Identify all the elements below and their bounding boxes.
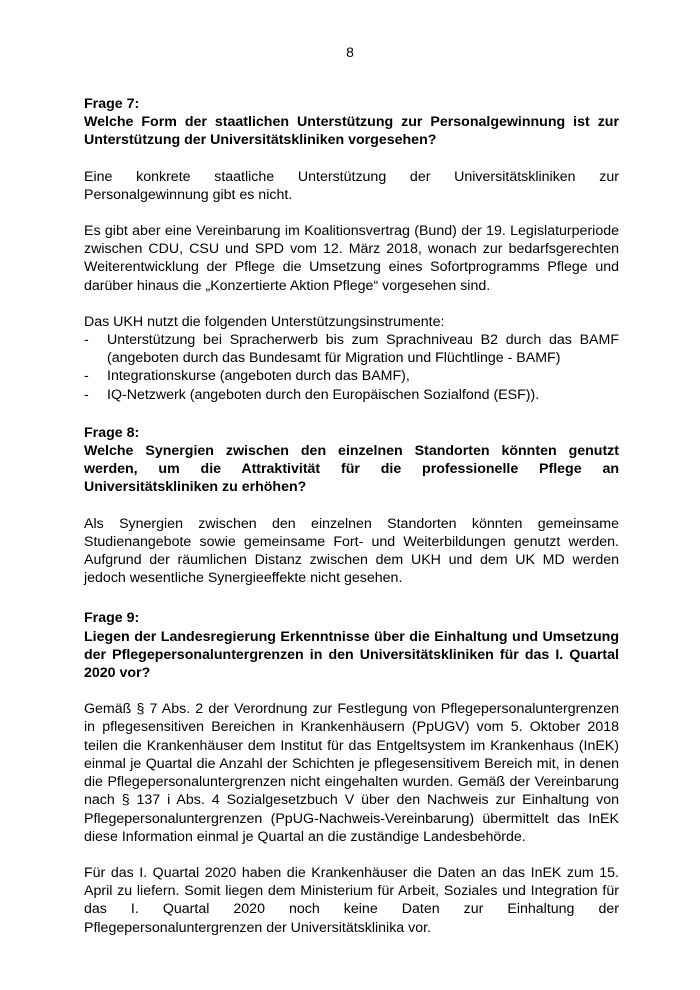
question-7-label: Frage 7: <box>84 96 140 112</box>
answer-7-paragraph-1: Eine konkrete staatliche Unterstützung der Universitätskliniken zur Personalgewinnung gibt es nicht. <box>84 168 619 203</box>
answer-8-paragraph-1: Als Synergien zwischen den einzelnen Standorten könnten gemeinsame Studienangebote sowie gemeinsame Fort- und Weiterbildungen genutzt werden. Aufgrund der räumlichen Distanz zwischen dem UKH und dem UK MD werden jedoch wesentliche Synergieeffekte nicht gesehen. <box>84 515 619 587</box>
question-8-text: Welche Synergien zwischen den einzelnen Standorten könnten genutzt werden, um die Attraktivität für die professionelle Pflege an Universitätskliniken zu erhöhen? <box>84 443 619 496</box>
question-7-text: Welche Form der staatlichen Unterstützung zur Personalgewinnung ist zur Unterstützung der Universitätskliniken vorgesehen? <box>84 114 619 149</box>
question-8-label: Frage 8: <box>84 424 140 441</box>
list-item: - Integrationskurse (angeboten durch das BAMF), <box>84 367 619 385</box>
answer-9-paragraph-1: Gemäß § 7 Abs. 2 der Verordnung zur Festlegung von Pflegepersonaluntergrenzen in pflegesensitiven Bereichen in Krankenhäusern (PpUGV) vom 5. Oktober 2018 teilen die Krankenhäuser dem Institut für das Entgeltsystem im Krankenhaus (InEK) einmal je Quartal die Anzahl der Schichten je pflegesensitivem Bereich mit, in denen die Pflegepersonaluntergrenzen nicht eingehalten wurden. Gemäß der Vereinbarung nach § 137 i Abs. 4 Sozialgesetzbuch V über den Nachweis zur Einhaltung von Pflegepersonaluntergrenzen (PpUG-Nachweis-Vereinbarung) übermittelt das InEK diese Information einmal je Quartal an die zuständige Landesbehörde. <box>84 701 619 845</box>
question-8-section <box>84 424 619 588</box>
answer-9-paragraph-2: Für das I. Quartal 2020 haben die Krankenhäuser die Daten an das InEK zum 15. April zu liefern. Somit liegen dem Ministerium für Arbeit, Soziales und Integration für das I. Quartal 2020 noch keine Daten zur Einhaltung der Pflegepersonaluntergrenzen der Universitätsklinika vor. <box>84 864 619 936</box>
list-item: - IQ-Netzwerk (angeboten durch den Europäischen Sozialfond (ESF)). <box>84 386 619 404</box>
document-body <box>84 95 619 937</box>
support-instruments-list <box>84 331 619 404</box>
question-7-section <box>84 95 619 404</box>
question-9-label: Frage 9: <box>84 610 140 627</box>
answer-7-paragraph-3: Das UKH nutzt die folgenden Unterstützungsinstrumente: <box>84 313 445 330</box>
page-number: 8 <box>346 44 354 60</box>
list-item: - Unterstützung bei Spracherwerb bis zum Sprachniveau B2 durch das BAMF (angeboten durch das Bundesamt für Migration und Flüchtlinge - BAMF) <box>84 331 619 367</box>
answer-7-paragraph-2: Es gibt aber eine Vereinbarung im Koalitionsvertrag (Bund) der 19. Legislaturperiode zwischen CDU, CSU und SPD vom 12. März 2018, wonach zur bedarfsgerechten Weiterentwicklung der Pflege die Umsetzung eines Sofortprogramms Pflege und darüber hinaus die „Konzertierte Aktion Pflege“ vorgesehen sind. <box>84 223 619 294</box>
question-9-section <box>84 609 619 936</box>
question-9-text: Liegen der Landesregierung Erkenntnisse über die Einhaltung und Umsetzung der Pflegepersonaluntergrenzen in den Universitätskliniken für das I. Quartal 2020 vor? <box>84 628 619 682</box>
